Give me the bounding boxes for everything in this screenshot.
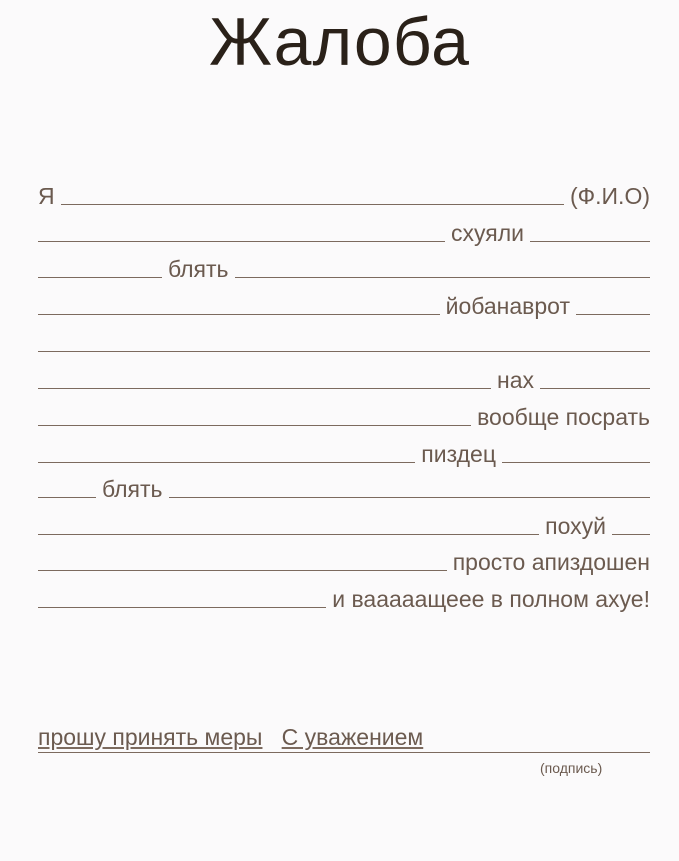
- blank[interactable]: [502, 444, 650, 463]
- footer-request: прошу принять меры: [38, 724, 263, 750]
- form-word: блять: [168, 256, 229, 282]
- blank[interactable]: [38, 370, 491, 389]
- form-word: блять: [102, 476, 163, 502]
- blank[interactable]: [38, 296, 440, 315]
- form-line: [38, 367, 650, 393]
- blank[interactable]: [38, 223, 445, 242]
- blank[interactable]: [530, 223, 650, 242]
- form-line: [38, 404, 650, 430]
- form-word: вообще посрать: [477, 404, 650, 430]
- blank[interactable]: [38, 333, 650, 352]
- form-line: [38, 256, 650, 282]
- footer-closing: С уважением: [281, 724, 424, 750]
- form-word: пиздец: [421, 441, 496, 467]
- form-line: [38, 293, 650, 319]
- form-word: схуяли: [451, 220, 524, 246]
- form-line: [38, 441, 650, 467]
- blank[interactable]: [576, 296, 650, 315]
- form-word: нах: [497, 367, 534, 393]
- blank[interactable]: [38, 407, 471, 426]
- blank[interactable]: [612, 516, 650, 535]
- form-line: [38, 220, 650, 246]
- form-line: [38, 549, 650, 575]
- blank[interactable]: [169, 479, 650, 498]
- blank[interactable]: [38, 259, 162, 278]
- signature-caption: (подпись): [540, 760, 603, 776]
- blank[interactable]: [38, 589, 326, 608]
- form-word: и вааааащеее в полном ахуе!: [332, 586, 650, 612]
- blank[interactable]: [38, 479, 96, 498]
- form-text-ya: Я: [38, 183, 55, 209]
- form-word: похуй: [545, 513, 606, 539]
- blank[interactable]: [38, 516, 539, 535]
- blank[interactable]: [38, 552, 447, 571]
- blank[interactable]: [540, 370, 650, 389]
- form-line: [38, 513, 650, 539]
- blank-name[interactable]: [61, 186, 564, 205]
- form-line: [38, 586, 650, 612]
- form-word: просто апиздошен: [452, 549, 650, 575]
- form-line: [38, 330, 650, 356]
- blank[interactable]: [38, 444, 415, 463]
- form-line-name: [38, 183, 650, 209]
- form-word: йобанаврот: [445, 293, 570, 319]
- blank[interactable]: [235, 259, 650, 278]
- form-text-fio: (Ф.И.О): [569, 183, 650, 209]
- form-line: [38, 476, 650, 502]
- footer-line: [38, 722, 650, 753]
- document-title: Жалоба: [209, 4, 470, 80]
